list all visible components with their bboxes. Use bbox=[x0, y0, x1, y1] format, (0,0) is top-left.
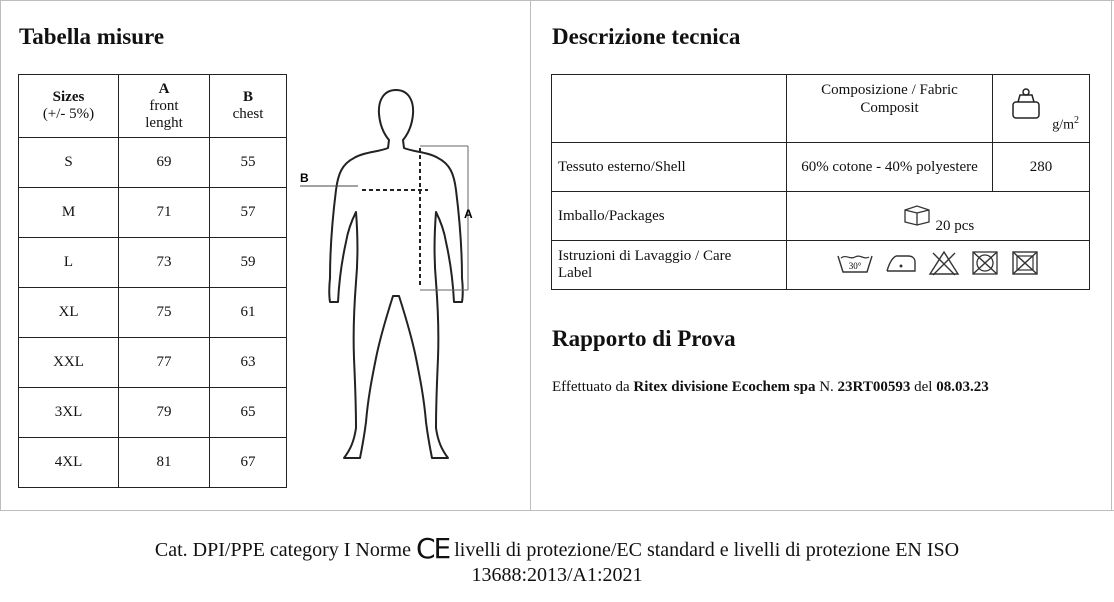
tech-header-row bbox=[552, 75, 1090, 143]
col-b-letter: B bbox=[242, 89, 253, 105]
front-length-cell: 77 bbox=[119, 338, 210, 388]
care-icons-cell bbox=[787, 241, 1090, 290]
weight-header-cell bbox=[993, 75, 1090, 143]
weight-unit bbox=[1052, 115, 1079, 134]
chest-cell: 63 bbox=[210, 338, 287, 388]
tech-table bbox=[551, 74, 1090, 290]
front-length-cell: 79 bbox=[119, 388, 210, 438]
size-table bbox=[18, 74, 287, 488]
footer-standards bbox=[0, 532, 1114, 588]
size-row-3xl bbox=[19, 388, 287, 438]
size-cell: M bbox=[19, 188, 119, 238]
care-label-cell bbox=[552, 241, 787, 290]
footer-standard-text: livelli di protezione/EC standard e livelli di protezione EN ISO bbox=[454, 539, 960, 561]
size-cell: 4XL bbox=[19, 438, 119, 488]
col-a-label-line2: lenght bbox=[145, 114, 183, 131]
report-date: 08.03.23 bbox=[936, 379, 989, 395]
front-length-cell: 71 bbox=[119, 188, 210, 238]
chest-cell: 67 bbox=[210, 438, 287, 488]
chest-cell: 55 bbox=[210, 138, 287, 188]
composition-header-cell bbox=[787, 75, 993, 143]
col-a-letter: A bbox=[158, 80, 170, 97]
wash-30-icon bbox=[836, 250, 874, 281]
shell-weight: 280 bbox=[993, 143, 1090, 192]
size-row-m bbox=[19, 188, 287, 238]
frame-left-line bbox=[0, 0, 1, 510]
body-outline bbox=[329, 90, 463, 458]
front-length-cell: 69 bbox=[119, 138, 210, 188]
shell-composition: 60% cotone - 40% polyestere bbox=[787, 143, 993, 192]
weight-unit-exp: 2 bbox=[1074, 114, 1079, 126]
report-lab: Ritex divisione Ecochem spa bbox=[633, 379, 816, 395]
packages-row bbox=[552, 192, 1090, 241]
care-row bbox=[552, 241, 1090, 290]
size-row-4xl bbox=[19, 438, 287, 488]
footer-line1 bbox=[0, 532, 1114, 565]
no-dry-clean-icon bbox=[1010, 249, 1040, 282]
chest-cell: 61 bbox=[210, 288, 287, 338]
box-icon bbox=[902, 204, 932, 226]
report-date-prefix: del bbox=[914, 379, 933, 395]
sizes-header-cell bbox=[19, 75, 119, 138]
front-length-marker-label: A bbox=[464, 207, 473, 221]
size-row-s bbox=[19, 138, 287, 188]
test-report-title: Rapporto di Prova bbox=[552, 326, 736, 351]
size-cell: XL bbox=[19, 288, 119, 338]
front-length-cell: 81 bbox=[119, 438, 210, 488]
size-cell: 3XL bbox=[19, 388, 119, 438]
chest-cell: 59 bbox=[210, 238, 287, 288]
wash-temperature: 30° bbox=[848, 260, 862, 271]
report-prefix: Effettuato da bbox=[552, 379, 630, 395]
size-cell: S bbox=[19, 138, 119, 188]
frame-right-line bbox=[1111, 0, 1112, 510]
packages-value: 20 pcs bbox=[935, 217, 975, 234]
size-row-xl bbox=[19, 288, 287, 338]
no-bleach-icon bbox=[928, 249, 960, 282]
composition-header-line2: Composit bbox=[860, 100, 919, 116]
frame-top-line bbox=[0, 0, 1114, 1]
footer-divider bbox=[0, 510, 1114, 511]
shell-label: Tessuto esterno/Shell bbox=[552, 143, 787, 192]
size-cell: XXL bbox=[19, 338, 119, 388]
weight-unit-base: g/m bbox=[1052, 117, 1074, 133]
report-number: 23RT00593 bbox=[837, 379, 911, 395]
size-chart-title: Tabella misure bbox=[19, 24, 165, 49]
iron-low-icon bbox=[884, 250, 918, 281]
size-row-xxl bbox=[19, 338, 287, 388]
packages-value-cell bbox=[787, 192, 1090, 241]
care-label-line2: Label bbox=[558, 265, 593, 281]
sizes-header-label: Sizes bbox=[52, 89, 85, 105]
chest-cell: 57 bbox=[210, 188, 287, 238]
tech-header-empty-cell bbox=[552, 75, 787, 143]
size-table-header bbox=[19, 75, 287, 138]
col-a-header-cell bbox=[119, 75, 210, 138]
report-number-prefix: N. bbox=[819, 379, 834, 395]
col-b-header-cell bbox=[210, 75, 287, 138]
chest-marker-label: B bbox=[300, 171, 309, 185]
footer-category-text: Cat. DPI/PPE category I Norme bbox=[154, 539, 411, 561]
packages-label: Imballo/Packages bbox=[552, 192, 787, 241]
col-a-label-line1: front bbox=[149, 97, 179, 114]
care-label-line1: Istruzioni di Lavaggio / Care bbox=[558, 248, 732, 264]
column-divider bbox=[530, 0, 531, 510]
ce-mark-logo: CE bbox=[415, 532, 450, 565]
footer-line2: 13688:2013/A1:2021 bbox=[471, 564, 643, 586]
size-row-l bbox=[19, 238, 287, 288]
tech-description-title: Descrizione tecnica bbox=[552, 24, 741, 49]
no-tumble-dry-icon bbox=[970, 249, 1000, 282]
shell-row bbox=[552, 143, 1090, 192]
front-length-cell: 73 bbox=[119, 238, 210, 288]
test-report-line bbox=[552, 379, 989, 396]
col-b-label: chest bbox=[232, 106, 264, 122]
size-cell: L bbox=[19, 238, 119, 288]
weight-scale-icon bbox=[1009, 86, 1045, 122]
chest-cell: 65 bbox=[210, 388, 287, 438]
body-measurement-figure bbox=[296, 82, 496, 468]
composition-header-line1: Composizione / Fabric bbox=[821, 82, 958, 98]
sizes-tolerance-note: (+/- 5%) bbox=[42, 106, 95, 122]
front-length-cell: 75 bbox=[119, 288, 210, 338]
